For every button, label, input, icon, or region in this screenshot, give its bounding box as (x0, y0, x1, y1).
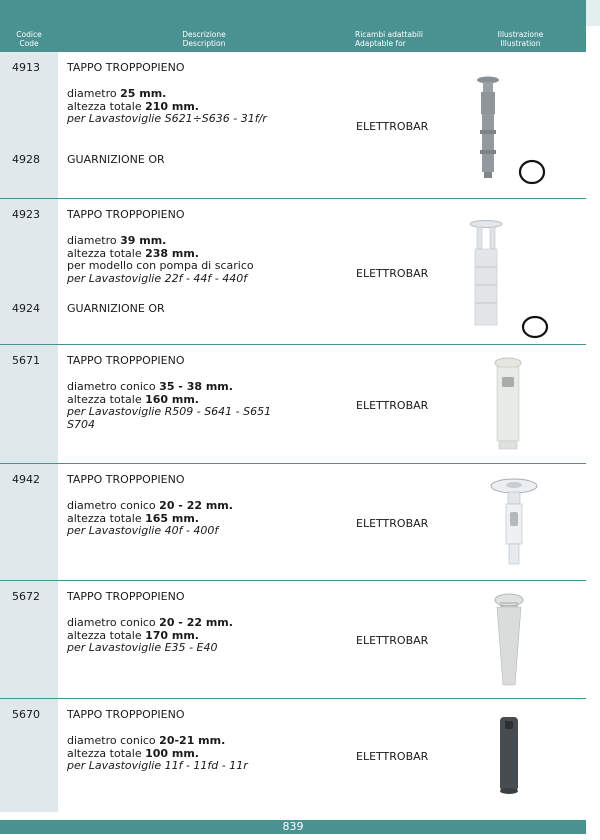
product-code-secondary: 4924 (12, 302, 40, 315)
extra-note: per modello con pompa di scarico (67, 259, 254, 272)
product-description (67, 617, 233, 655)
diameter-value: 39 mm. (120, 234, 167, 247)
header-illustration (455, 30, 586, 48)
product-description (67, 235, 254, 285)
height-value: 165 mm. (145, 511, 199, 525)
diameter-value: 20 - 22 mm. (159, 499, 233, 512)
diameter-label: diametro conico (67, 616, 160, 629)
diameter-value: 20-21 mm. (159, 734, 226, 747)
overflow-pipe-icon (490, 357, 526, 453)
product-title-secondary: GUARNIZIONE OR (67, 153, 165, 166)
top-band (0, 0, 586, 26)
diameter-value: 25 mm. (120, 87, 167, 100)
product-code: 5671 (12, 354, 40, 367)
table-row (0, 345, 586, 463)
o-ring-icon (523, 317, 547, 337)
brand: ELETTROBAR (356, 634, 429, 647)
height-value: 210 mm. (145, 99, 199, 113)
compatible-models: per Lavastoviglie R509 - S641 - S651 (67, 405, 272, 418)
table-row (0, 699, 586, 812)
table-row (0, 52, 586, 198)
height-value: 238 mm. (145, 246, 199, 260)
product-title: TAPPO TROPPOPIENO (67, 590, 185, 603)
brand: ELETTROBAR (356, 750, 429, 763)
height-value: 170 mm. (145, 628, 199, 642)
product-code-secondary: 4928 (12, 153, 40, 166)
height-label: altezza totale (67, 746, 146, 760)
header-code (0, 30, 58, 48)
diameter-value: 35 - 38 mm. (159, 380, 233, 393)
header-adaptable-it: Ricambi adattabili (355, 30, 423, 39)
compatible-models: per Lavastoviglie 11f - 11fd - 11r (67, 759, 248, 772)
diameter-label: diametro conico (67, 499, 160, 512)
compatible-models: per Lavastoviglie E35 - E40 (67, 641, 218, 654)
product-code: 4942 (12, 473, 40, 486)
brand: ELETTROBAR (356, 399, 429, 412)
compatible-models-cont: S704 (67, 417, 95, 431)
compatible-models: per Lavastoviglie 40f - 400f (67, 524, 219, 537)
overflow-pipe-icon (488, 478, 540, 570)
page-number: 839 (0, 820, 586, 834)
table-row (0, 581, 586, 698)
diameter-label: diametro (67, 234, 121, 247)
overflow-pipe-icon (492, 593, 526, 689)
product-title: TAPPO TROPPOPIENO (67, 61, 185, 74)
compatible-models: per Lavastoviglie 22f - 44f - 440f (67, 271, 248, 285)
header-illustration-it: Illustrazione (497, 30, 544, 39)
brand: ELETTROBAR (356, 517, 429, 530)
brand: ELETTROBAR (356, 267, 429, 280)
table-row (0, 199, 586, 344)
product-description (67, 88, 267, 126)
header-description-en: Description (182, 39, 226, 48)
height-value: 100 mm. (145, 746, 199, 760)
top-band-tail (586, 0, 600, 26)
overflow-pipe-icon (466, 74, 556, 186)
overflow-pipe-icon (496, 715, 522, 797)
product-title: TAPPO TROPPOPIENO (67, 354, 185, 367)
header-description (58, 30, 350, 48)
product-code: 4913 (12, 61, 40, 74)
diameter-label: diametro conico (67, 734, 160, 747)
height-label: altezza totale (67, 511, 146, 525)
o-ring-icon (520, 161, 544, 183)
product-title: TAPPO TROPPOPIENO (67, 473, 185, 486)
height-label: altezza totale (67, 246, 146, 260)
product-title: TAPPO TROPPOPIENO (67, 208, 185, 221)
header-illustration-en: Illustration (500, 39, 541, 48)
height-label: altezza totale (67, 628, 146, 642)
product-title: TAPPO TROPPOPIENO (67, 708, 185, 721)
table-header (0, 26, 586, 52)
height-label: altezza totale (67, 392, 146, 406)
brand: ELETTROBAR (356, 120, 429, 133)
compatible-models: per Lavastoviglie S621÷S636 - 31f/r (67, 112, 267, 125)
header-adaptable-en: Adaptable for (355, 39, 406, 48)
product-description (67, 735, 248, 773)
header-adaptable (355, 30, 455, 48)
diameter-label: diametro (67, 87, 121, 100)
header-code-en: Code (19, 39, 39, 48)
product-title-secondary: GUARNIZIONE OR (67, 302, 165, 315)
product-description (67, 381, 271, 431)
product-code: 5670 (12, 708, 40, 721)
table-row (0, 464, 586, 580)
product-code: 5672 (12, 590, 40, 603)
diameter-label: diametro conico (67, 380, 160, 393)
height-label: altezza totale (67, 99, 146, 113)
product-code: 4923 (12, 208, 40, 221)
height-value: 160 mm. (145, 392, 199, 406)
header-description-it: Descrizione (182, 30, 226, 39)
product-description (67, 500, 233, 538)
diameter-value: 20 - 22 mm. (159, 616, 233, 629)
header-code-it: Codice (16, 30, 42, 39)
overflow-pipe-icon (462, 219, 556, 339)
